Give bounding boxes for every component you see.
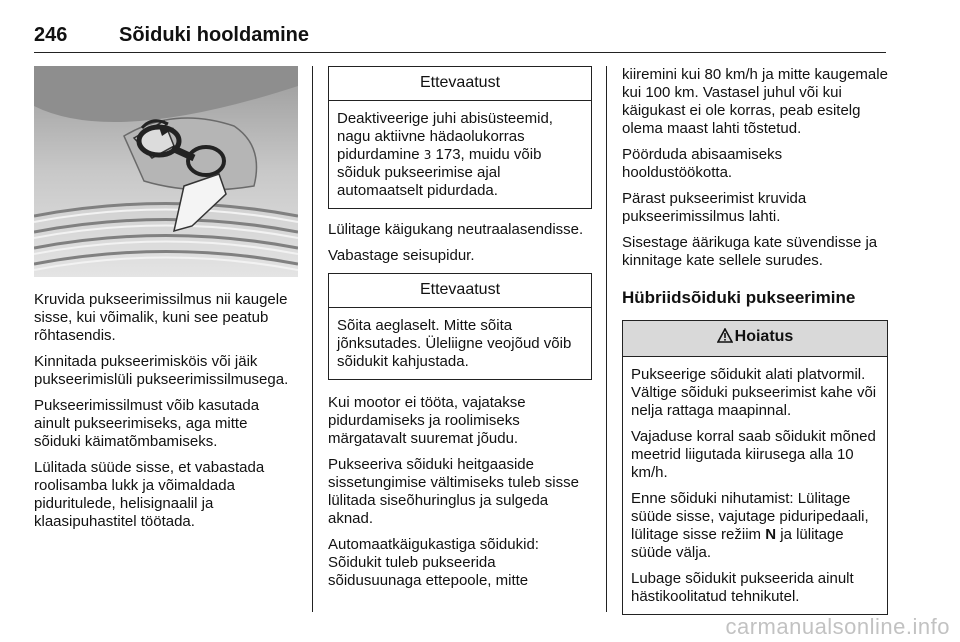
warning-body (623, 357, 887, 614)
body-paragraph: Pöörduda abisaamiseks hooldustöökotta. (622, 146, 783, 181)
body-paragraph: Automaatkäigukastiga sõidukid: Sõidukit tuleb pukseerida sõidusuunaga ettepoole, mitte (328, 536, 539, 589)
caution-box (328, 66, 592, 209)
watermark: carmanualsonline.info (725, 614, 950, 639)
towing-eye-illustration (34, 66, 298, 277)
page-header (34, 24, 886, 53)
warning-triangle-icon (717, 328, 733, 348)
body-paragraph: Kinnitada pukseerimisköis või jäik pukseerimislüli pukseerimissilmusega. (34, 353, 289, 388)
reference-arrow-icon[interactable]: 3 (423, 148, 432, 162)
column-3 (622, 66, 888, 627)
body-paragraph: Pukseeriva sõiduki heitgaaside sissetungimise vältimiseks tuleb sisse lülitada siseõhuringlus ja sulgeda aknad. (328, 456, 579, 527)
warning-text: Pukseerige sõidukit alati platvormil. Vältige sõiduki pukseerimist kahe või nelja rattaga maapinnal. (631, 366, 877, 419)
warning-text: Lubage sõidukit pukseerida ainult hästikoolitatud tehnikutel. (631, 570, 854, 605)
body-paragraph: Vabastage seisupidur. (328, 247, 475, 264)
caution-text: Sõita aeglaselt. Mitte sõita jõnksutades. Üleliigne veojõud võib sõidukit kahjustada. (337, 317, 572, 370)
column-1 (34, 66, 298, 539)
body-paragraph: Kui mootor ei tööta, vajatakse pidurdamiseks ja roolimiseks märgatavalt suuremat jõudu. (328, 394, 526, 447)
warning-box (622, 320, 888, 615)
column-divider-1 (312, 66, 313, 612)
body-paragraph: Kruvida pukseerimissilmus nii kaugele sisse, kui võimalik, kuni see peatub rõhtasendis. (34, 291, 288, 344)
column-2 (328, 66, 592, 598)
warning-text: Enne sõiduki nihutamist: Lülitage süüde sisse, vajutage piduripedaali, lülitage sisse režiim N ja lülitage süüde välja. (631, 490, 869, 561)
body-paragraph: kiiremini kui 80 km/h ja mitte kaugemale kui 100 km. Vastasel juhul või kui käigukast ei ole korras, peab esitelg olema maast lahti tõstetud. (622, 66, 888, 137)
caution-text: Deaktiveerige juhi abisüsteemid, nagu aktiivne hädaolukorras pidurdamine 3 173, muidu võib sõiduk pukseerimise ajal automaatselt pidurdada. (337, 110, 553, 199)
body-paragraph: Pukseerimissilmust võib kasutada ainult pukseerimiseks, aga mitte sõiduki käimatõmbamiseks. (34, 397, 260, 450)
body-paragraph: Lülitada süüde sisse, et vabastada roolisamba lukk ja võimaldada piduritulede, helisignaalil ja klaasipuhastitel töötada. (34, 459, 265, 530)
caution-body (329, 308, 591, 379)
towing-eye-drawing (34, 66, 298, 277)
body-paragraph: Lülitage käigukang neutraalasendisse. (328, 221, 584, 238)
body-paragraph: Sisestage äärikuga kate süvendisse ja kinnitage kate sellele surudes. (622, 234, 878, 269)
warning-text: Vajaduse korral saab sõidukit mõned meetrid liigutada kiirusega alla 10 km/h. (631, 428, 876, 481)
column-divider-2 (606, 66, 607, 612)
caution-title: Ettevaatust (329, 274, 591, 308)
page-number: 246 (34, 24, 68, 46)
caution-box (328, 273, 592, 380)
caution-body (329, 101, 591, 208)
section-title: Sõiduki hooldamine (119, 24, 310, 46)
section-heading: Hübriidsõiduki pukseerimine (622, 288, 856, 307)
caution-title: Ettevaatust (329, 67, 591, 101)
body-paragraph: Pärast pukseerimist kruvida pukseerimissilmus lahti. (622, 190, 807, 225)
warning-title: Hoiatus (623, 321, 887, 357)
